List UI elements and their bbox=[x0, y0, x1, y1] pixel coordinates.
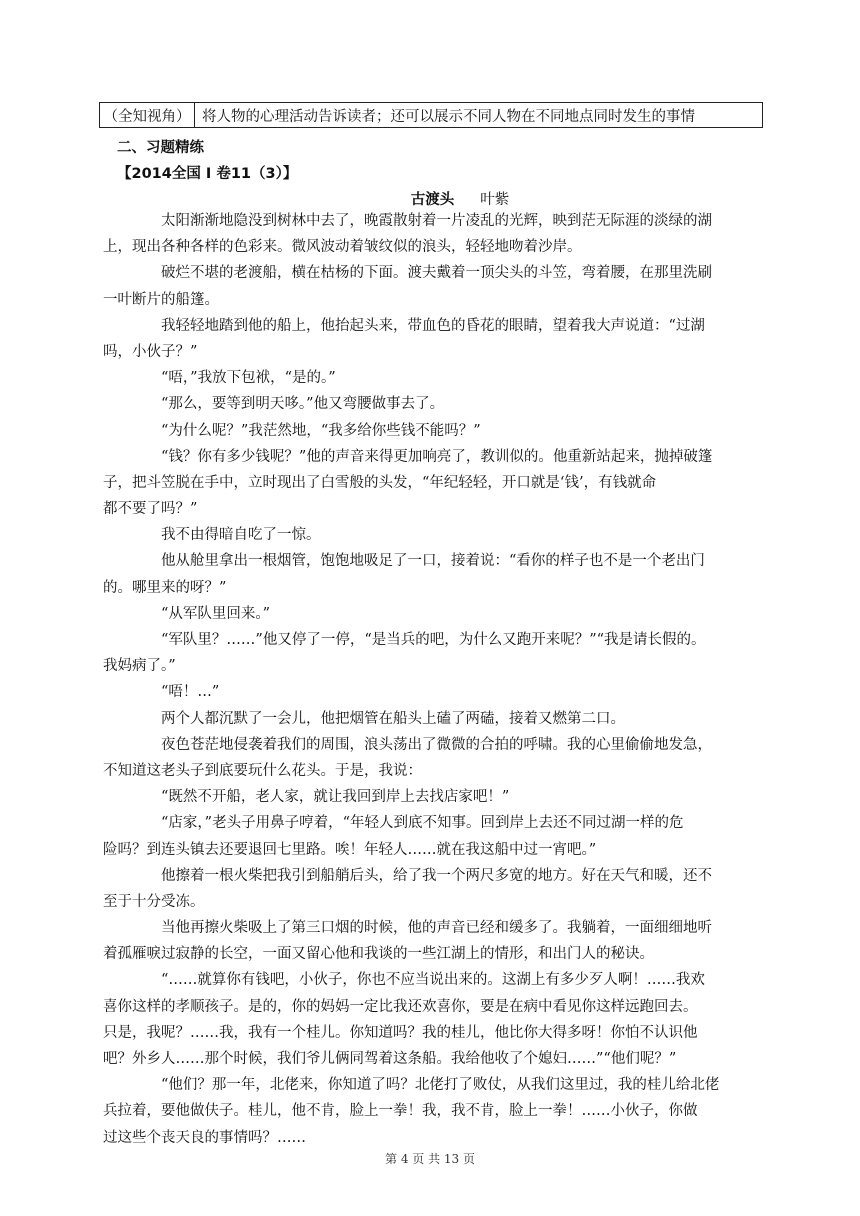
paragraph bbox=[103, 915, 744, 967]
paragraph bbox=[103, 627, 744, 679]
paragraph bbox=[103, 967, 744, 1072]
paragraph-line: “……就算你有钱吧，小伙子，你也不应当说出来的。这湖上有多少歹人啊！……我欢 bbox=[161, 972, 705, 989]
paragraph bbox=[132, 706, 744, 732]
paragraph bbox=[103, 444, 744, 523]
paragraph-line: 吗，小伙子？” bbox=[103, 343, 198, 360]
paragraph-line: 不知道这老头子到底要玩什么花头。于是，我说： bbox=[103, 762, 422, 779]
exam-label: 【2014全国 I 卷11（3）】 bbox=[117, 166, 298, 182]
paragraph bbox=[103, 863, 744, 915]
paragraph-line: “唔！…” bbox=[161, 684, 220, 701]
paragraph-line: 过这些个丧天良的事情吗？…… bbox=[103, 1129, 306, 1146]
paragraph-line: “店家，”老头子用鼻子哼着，“年轻人到底不知事。回到岸上去还不同过湖一样的危 bbox=[161, 815, 684, 832]
paragraph bbox=[132, 418, 744, 444]
paragraph-line: “钱？你有多少钱呢？”他的声音来得更加响亮了，教训似的。他重新站起来，抛掉破篷 bbox=[161, 448, 713, 465]
paragraph bbox=[132, 601, 744, 627]
paragraph-line: 一叶断片的船篷。 bbox=[103, 291, 219, 308]
paragraph-line: 至于十分受冻。 bbox=[103, 893, 205, 910]
paragraph bbox=[103, 313, 744, 365]
story-body bbox=[103, 208, 744, 1151]
paragraph-line: 着孤雁唳过寂静的长空，一面又留心他和我谈的一些江湖上的情形，和出门人的秘诀。 bbox=[103, 946, 654, 963]
paragraph bbox=[103, 1072, 744, 1151]
section-heading: 二、习题精练 bbox=[117, 140, 204, 156]
paragraph-line: 险吗？到连头镇去还要退回七里路。唉！年轻人……就在我这船中过一宵吧。” bbox=[103, 841, 597, 858]
paragraph-line: “既然不开船，老人家，就让我回到岸上去找店家吧！” bbox=[161, 789, 510, 806]
story-title: 古渡头 bbox=[410, 192, 455, 208]
paragraph-line: 我不由得暗自吃了一惊。 bbox=[161, 527, 321, 544]
paragraph-line: 喜你这样的孝顺孩子。是的，你的妈妈一定比我还欢喜你，要是在病中看见你这样远跑回去。 bbox=[103, 998, 698, 1015]
paragraph-line: 他擦着一根火柴把我引到船艄后头，给了我一个两尺多宽的地方。好在天气和暖，还不 bbox=[161, 867, 712, 884]
paragraph bbox=[103, 260, 744, 312]
paragraph-line: 我妈病了。” bbox=[103, 658, 176, 675]
paragraph-line: “唔，”我放下包袱，“是的。” bbox=[161, 370, 336, 387]
paragraph bbox=[103, 732, 744, 784]
paragraph bbox=[103, 208, 744, 260]
paragraph-line: 都不要了吗？” bbox=[103, 501, 198, 518]
paragraph-line: 上，现出各种各样的色彩来。微风波动着皱纹似的浪头，轻轻地吻着沙岸。 bbox=[103, 239, 582, 256]
page-footer: 第 4 页 共 13 页 bbox=[385, 1152, 475, 1166]
table-cell-viewpoint: （全知视角） bbox=[100, 103, 195, 127]
paragraph bbox=[103, 810, 744, 862]
paragraph-line: “为什么呢？”我茫然地，“我多给你些钱不能吗？” bbox=[161, 422, 481, 439]
paragraph-line: 我轻轻地踏到他的船上，他抬起头来，带血色的昏花的眼睛，望着我大声说道：“过湖 bbox=[161, 317, 705, 334]
paragraph bbox=[132, 391, 744, 417]
story-title-line bbox=[0, 188, 860, 209]
paragraph-line: 兵拉着，要他做伕子。桂儿，他不肯，脸上一拳！我，我不肯，脸上一拳！……小伙子，你做 bbox=[103, 1103, 698, 1120]
paragraph-line: 太阳渐渐地隐没到树林中去了，晚霞散射着一片凌乱的光辉，映到茫无际涯的淡绿的湖 bbox=[161, 213, 712, 229]
paragraph-line: “他们？那一年，北佬来，你知道了吗？北佬打了败仗，从我们这里过，我的桂儿给北佬 bbox=[161, 1077, 720, 1094]
paragraph-line: 吧？外乡人……那个时候，我们爷儿俩同驾着这条船。我给他收了个媳妇……”“他们呢？” bbox=[103, 1051, 677, 1067]
paragraph-line: 他从舱里拿出一根烟管，饱饱地吸足了一口，接着说：“看你的样子也不是一个老出门 bbox=[161, 553, 705, 570]
paragraph-line: 子，把斗笠脱在手中，立时现出了白雪般的头发，“年纪轻轻，开口就是‘钱’，有钱就命 bbox=[103, 474, 657, 491]
paragraph-line: 夜色苍茫地侵袭着我们的周围，浪头荡出了微微的合拍的呼啸。我的心里偷偷地发急， bbox=[161, 736, 712, 753]
paragraph-line: 只是，我呢？……我，我有一个桂儿。你知道吗？我的桂儿，他比你大得多呀！你怕不认识他 bbox=[103, 1024, 698, 1041]
paragraph-line: 的。哪里来的呀？” bbox=[103, 579, 227, 596]
paragraph bbox=[132, 522, 744, 548]
paragraph-line: “从军队里回来。” bbox=[161, 605, 271, 622]
paragraph bbox=[132, 784, 744, 810]
paragraph-line: 破烂不堪的老渡船，横在枯杨的下面。渡夫戴着一顶尖头的斗笠，弯着腰，在那里洗刷 bbox=[161, 265, 712, 282]
paragraph bbox=[103, 548, 744, 600]
paragraph-line: “那么，要等到明天哆。”他又弯腰做事去了。 bbox=[161, 396, 445, 413]
story-author: 叶紫 bbox=[480, 192, 510, 208]
paragraph bbox=[132, 679, 744, 705]
table-cell-description: 将人物的心理活动告诉读者；还可以展示不同人物在不同地点同时发生的事情 bbox=[202, 108, 695, 125]
paragraph-line: “军队里？……”他又停了一停，“是当兵的吧，为什么又跑开来呢？”“我是请长假的。 bbox=[161, 632, 706, 648]
paragraph-line: 两个人都沉默了一会儿，他把烟管在船头上磕了两磕，接着又燃第二口。 bbox=[161, 710, 625, 727]
viewpoint-table-row bbox=[99, 102, 763, 128]
paragraph bbox=[132, 365, 744, 391]
paragraph-line: 当他再擦火柴吸上了第三口烟的时候，他的声音已经和缓多了。我躺着，一面细细地听 bbox=[161, 920, 712, 937]
